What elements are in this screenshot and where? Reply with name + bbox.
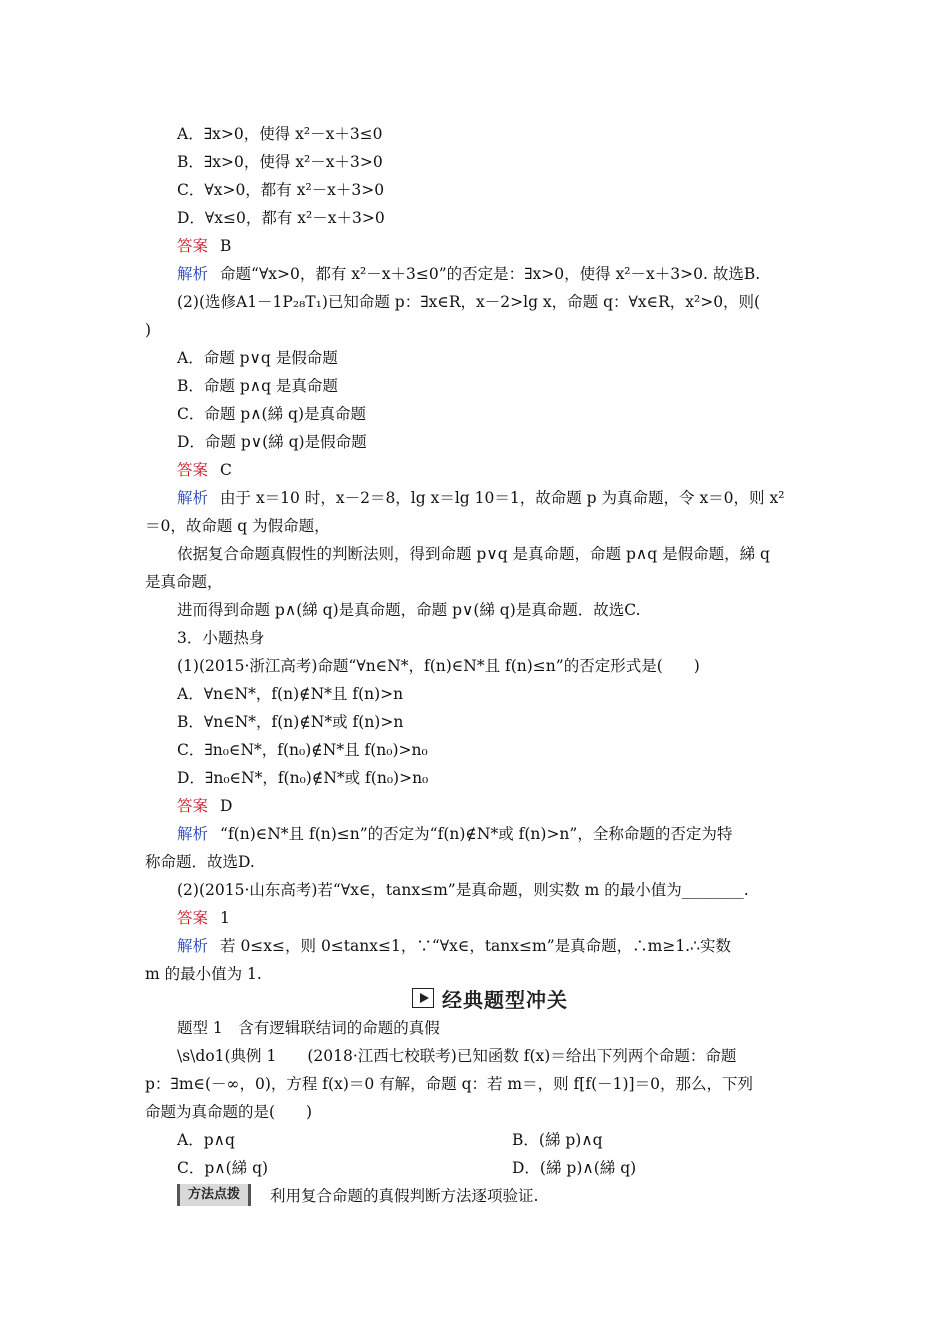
- analysis-label: 解析: [177, 265, 209, 283]
- question-text: (2)(选修A1－1P₂₈T₁)已知命题 p：∃x∈R，x－2>lg x，命题 q：∀x∈R，x²>0，则(: [177, 293, 761, 311]
- analysis-text: 若 0≤x≤，则 0≤tanx≤1，∵“∀x∈，tanx≤m”是真命题，∴m≥1.∴实数: [220, 937, 731, 955]
- example-text-cont: 命题为真命题的是( ): [145, 1103, 313, 1121]
- answer-value: D: [220, 797, 233, 815]
- option-a: A．∀n∈N*，f(n)∉N*且 f(n)>n: [177, 685, 404, 703]
- answer-line: [177, 908, 230, 928]
- option-c: C．命题 p∧(綈 q)是真命题: [177, 405, 366, 423]
- option-d: D．∃n₀∈N*，f(n₀)∉N*或 f(n₀)>n₀: [177, 769, 429, 787]
- answer-value: B: [220, 237, 232, 255]
- answer-label: 答案: [177, 237, 209, 255]
- analysis-text: 命题“∀x>0，都有 x²－x＋3≤0”的否定是：∃x>0，使得 x²－x＋3>0. 故选B.: [220, 265, 761, 283]
- answer-value: 1: [220, 909, 230, 927]
- method-badge: 方法点拨: [177, 1184, 251, 1206]
- question-text: (1)(2015·浙江高考)命题“∀n∈N*，f(n)∈N*且 f(n)≤n”的否定形式是( ): [177, 657, 700, 675]
- analysis-text: “f(n)∈N*且 f(n)≤n”的否定为“f(n)∉N*或 f(n)>n”，全称命题的否定为特: [220, 825, 733, 843]
- option-b: B．∀n∈N*，f(n)∉N*或 f(n)>n: [177, 713, 404, 731]
- answer-label: 答案: [177, 461, 209, 479]
- answer-value: C: [220, 461, 232, 479]
- analysis-line: [177, 488, 784, 508]
- topic-heading: 题型 1 含有逻辑联结词的命题的真假: [177, 1019, 440, 1037]
- option-d: D．(綈 p)∧(綈 q): [512, 1159, 637, 1177]
- option-c: C．p∧(綈 q): [177, 1159, 269, 1177]
- option-a: A．p∧q: [177, 1131, 235, 1149]
- example-text: \s\do1(典例 1 (2018·江西七校联考)已知函数 f(x)＝给出下列两个命题：命题: [177, 1047, 737, 1065]
- question-text: (2)(2015·山东高考)若“∀x∈，tanx≤m”是真命题，则实数 m 的最小值为________.: [177, 881, 749, 899]
- section-banner: [412, 985, 568, 1011]
- option-b: B．∃x>0，使得 x²－x＋3>0: [177, 153, 383, 171]
- option-b: B．命题 p∧q 是真命题: [177, 377, 338, 395]
- analysis-text-cont: m 的最小值为 1.: [145, 965, 262, 983]
- analysis-label: 解析: [177, 825, 209, 843]
- answer-line: [177, 796, 232, 816]
- analysis-line: [177, 936, 731, 956]
- analysis-line: [177, 824, 732, 844]
- answer-label: 答案: [177, 797, 209, 815]
- section-heading: 3．小题热身: [177, 629, 265, 647]
- analysis-text-cont: ＝0，故命题 q 为假命题，: [145, 517, 330, 535]
- paragraph-cont: 是真命题，: [145, 573, 223, 591]
- analysis-text-cont: 称命题．故选D.: [145, 853, 255, 871]
- option-a: A．命题 p∨q 是假命题: [177, 349, 338, 367]
- option-a: A．∃x>0，使得 x²－x＋3≤0: [177, 125, 383, 143]
- analysis-label: 解析: [177, 937, 209, 955]
- question-text-cont: ): [145, 321, 152, 339]
- paragraph: 进而得到命题 p∧(綈 q)是真命题，命题 p∨(綈 q)是真命题．故选C.: [177, 601, 641, 619]
- answer-label: 答案: [177, 909, 209, 927]
- analysis-text: 由于 x＝10 时，x－2＝8，lg x＝lg 10＝1，故命题 p 为真命题，令 x＝0，则 x²: [220, 489, 785, 507]
- analysis-line: [177, 264, 760, 284]
- option-d: D．命题 p∨(綈 q)是假命题: [177, 433, 367, 451]
- method-text: 利用复合命题的真假判断方法逐项验证.: [270, 1187, 539, 1205]
- answer-line: [177, 236, 231, 256]
- option-d: D．∀x≤0，都有 x²－x＋3>0: [177, 209, 385, 227]
- play-icon: [412, 988, 434, 1008]
- analysis-label: 解析: [177, 489, 209, 507]
- answer-line: [177, 460, 232, 480]
- option-c: C．∀x>0，都有 x²－x＋3>0: [177, 181, 385, 199]
- option-c: C．∃n₀∈N*，f(n₀)∉N*且 f(n₀)>n₀: [177, 741, 428, 759]
- banner-title: 经典题型冲关: [442, 987, 568, 1012]
- paragraph: 依据复合命题真假性的判断法则，得到命题 p∨q 是真命题，命题 p∧q 是假命题，綈 q: [177, 545, 770, 563]
- example-text-cont: p：∃m∈(－∞，0)，方程 f(x)＝0 有解，命题 q：若 m＝，则 f[f(－1)]＝0，那么，下列: [145, 1075, 753, 1093]
- option-b: B．(綈 p)∧q: [512, 1131, 603, 1149]
